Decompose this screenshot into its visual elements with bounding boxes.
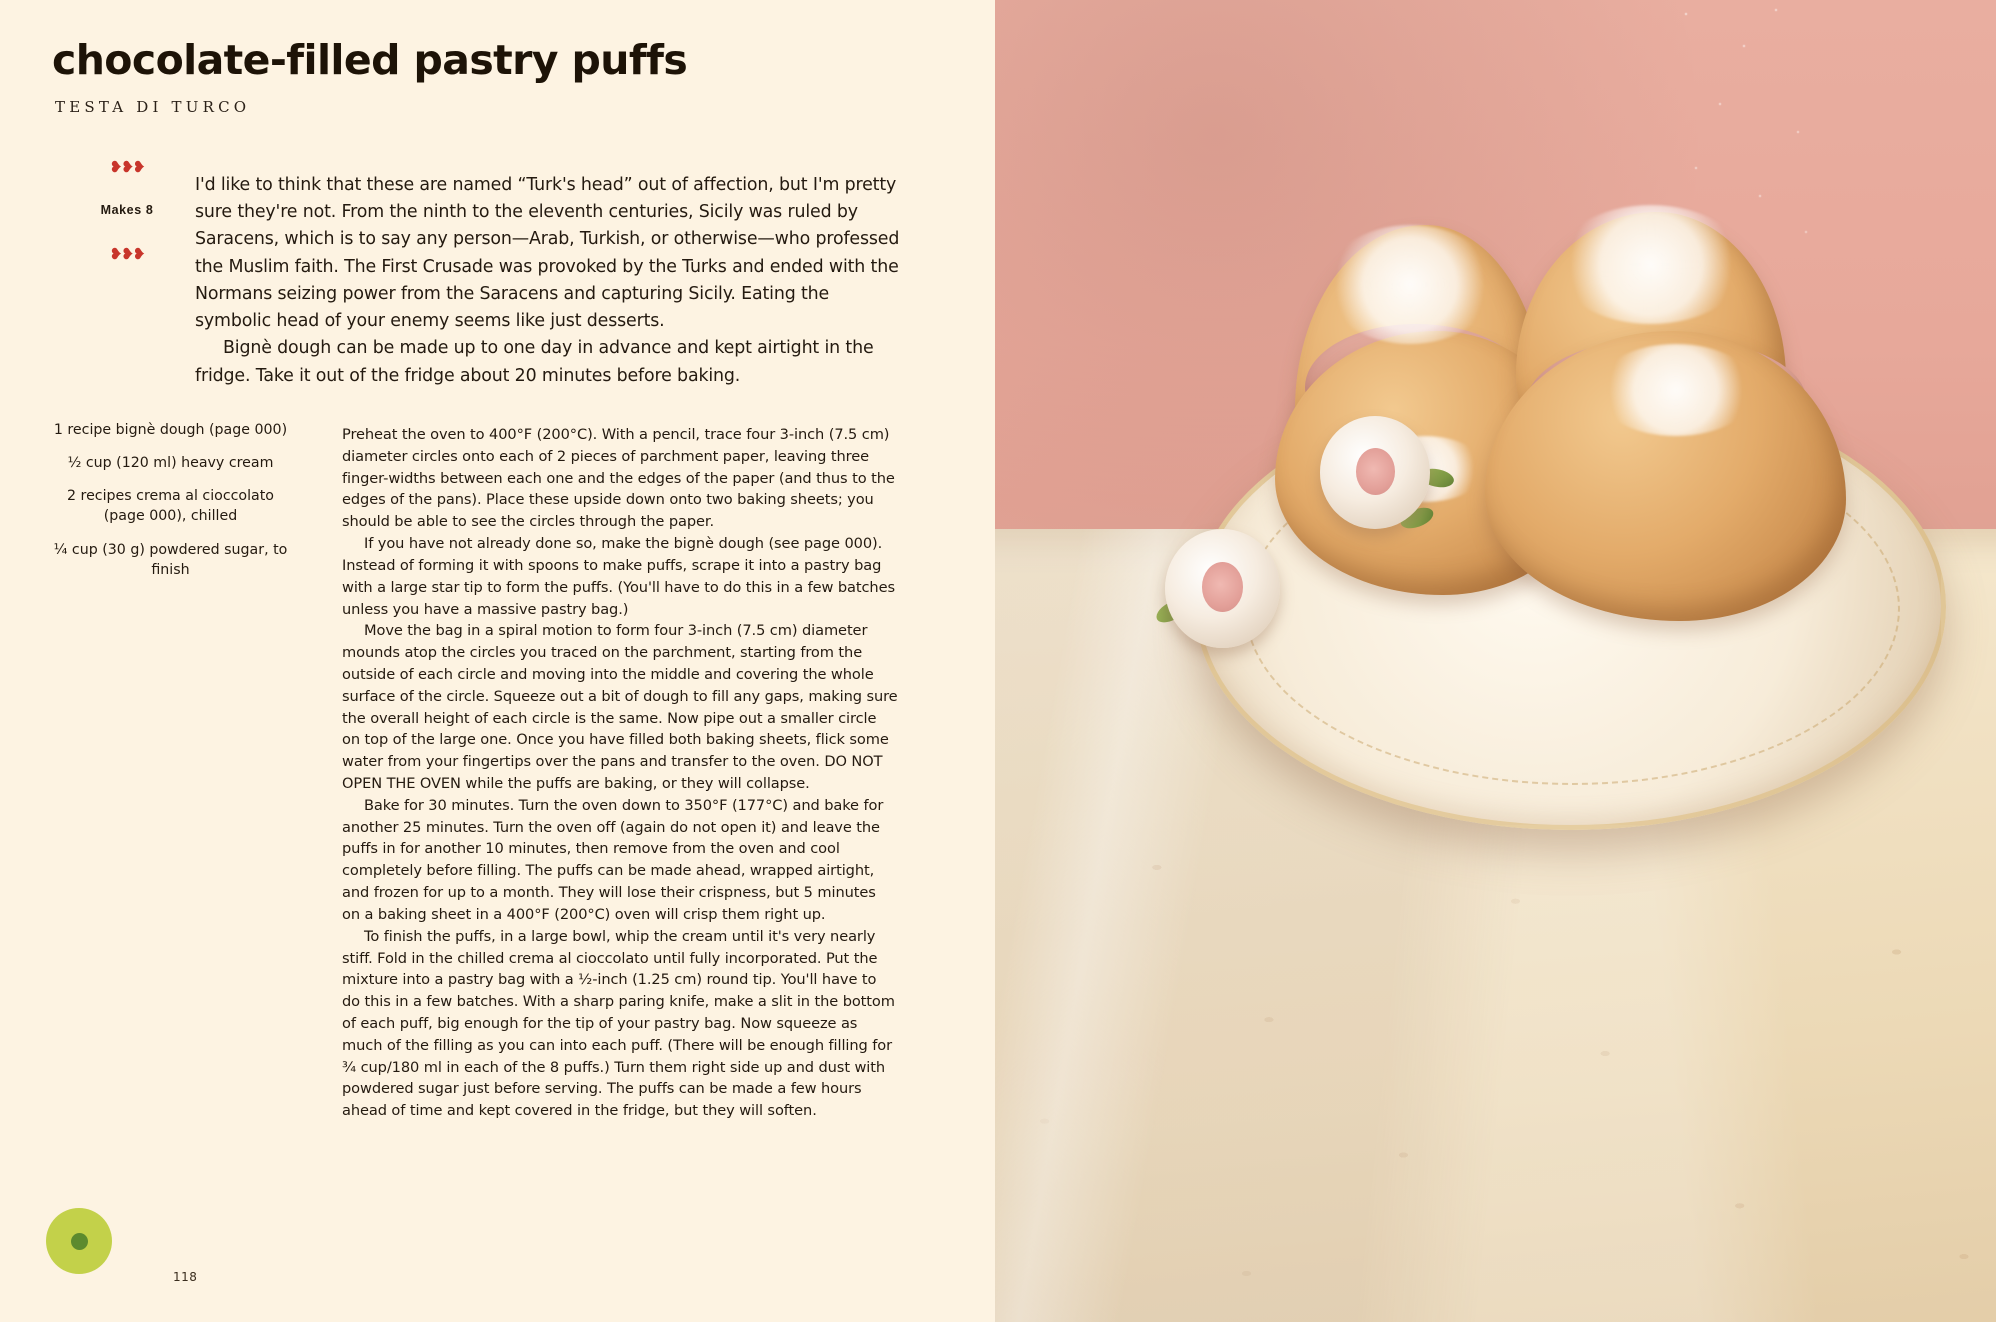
list-item: ¼ cup (30 g) powdered sugar, to finish xyxy=(53,541,288,578)
chapter-dot-badge xyxy=(46,1208,112,1274)
recipe-text-page xyxy=(0,0,995,1322)
food-photograph xyxy=(995,0,1996,1322)
list-item: ½ cup (120 ml) heavy cream xyxy=(67,455,274,472)
ceramic-rose xyxy=(1320,416,1430,528)
method-paragraph: To finish the puffs, in a large bowl, whip the cream until it's very nearly stiff. Fold in the chilled crema al cioccolato until fully incorporated. Put the mixture into a pastry bag with a ½-inch (1.25 cm) round tip. You'll have to do this in a few batches. With a sharp paring knife, make a slit in the bottom of each puff, big enough for the tip of your pastry bag. Now squeeze as much of the filling as you can into each puff. (There will be enough filling for ¾ cup/180 ml in each of the 8 puffs.) Turn them right side up and dust with powdered sugar just before serving. The puffs can be made a few hours ahead of time and kept covered in the fridge, but they will soften. xyxy=(342,927,895,1120)
ornament-top-icon: ❥❥❥ xyxy=(109,159,145,176)
powdered-sugar-dusting xyxy=(1325,225,1495,344)
list-item: 2 recipes crema al cioccolato (page 000), chilled xyxy=(67,488,274,525)
page-number: 118 xyxy=(173,1270,198,1284)
badge-inner-dot xyxy=(71,1233,88,1250)
rose-center xyxy=(1356,448,1396,495)
page-subtitle: TESTA DI TURCO xyxy=(55,98,251,116)
yield-label: Makes 8 xyxy=(100,203,154,217)
method-steps xyxy=(342,424,898,1122)
ornament-bottom-icon: ❥❥❥ xyxy=(109,246,145,263)
method-paragraph: If you have not already done so, make the bignè dough (see page 000). Instead of forming it with spoons to make puffs, scrape it into a pastry bag with a large star tip to form the puffs. (You'll have to do this in a few batches unless you have a massive pastry bag.) xyxy=(342,535,895,618)
method-paragraph: Preheat the oven to 400°F (200°C). With a pencil, trace four 3-inch (7.5 cm) diameter circles onto each of 2 pieces of parchment paper, leaving three finger-widths between each one and the edges of the paper (and thus to the edges of the pans). Place these upside down onto two baking sheets; you should be able to see the circles through the paper. xyxy=(342,426,895,531)
list-item: 1 recipe bignè dough (page 000) xyxy=(53,422,288,438)
headnote xyxy=(195,172,910,390)
method-paragraph: Move the bag in a spiral motion to form four 3-inch (7.5 cm) diameter mounds atop the circles you traced on the parchment, starting from the outside of each circle and moving into the middle and covering the whole surface of the circle. Squeeze out a bit of dough to fill any gaps, making sure the overall height of each circle is the same. Now pipe out a smaller circle on top of the large one. Once you have filled both baking sheets, flick some water from your fingertips over the pans and transfer to the oven. DO NOT OPEN THE OVEN while the puffs are baking, or they will collapse. xyxy=(342,622,898,792)
headnote-paragraph: I'd like to think that these are named “Turk's head” out of affection, but I'm pretty sure they're not. From the ninth to the eleventh centuries, Sicily was ruled by Saracens, which is to say any person—Arab, Turkish, or otherwise—who professed the Muslim faith. The First Crusade was provoked by the Turks and ended with the Normans seizing power from the Saracens and capturing Sicily. Eating the symbolic head of your enemy seems like just desserts. xyxy=(195,175,900,332)
method-paragraph: Bake for 30 minutes. Turn the oven down to 350°F (177°C) and bake for another 25 minutes. Turn the oven off (again do not open it) and leave the puffs in for another 10 minutes, then remove from the oven and cool completely before filling. The puffs can be made ahead, wrapped airtight, and frozen for up to a month. They will lose their crispness, but 5 minutes on a baking sheet in a 400°F (200°C) oven will crisp them right up. xyxy=(342,796,884,923)
ceramic-rose xyxy=(1165,529,1280,648)
headnote-paragraph: Bignè dough can be made up to one day in advance and kept airtight in the fridge. Take it out of the fridge about 20 minutes before baking. xyxy=(195,338,874,386)
ingredient-list xyxy=(48,420,293,593)
recipe-photo-page xyxy=(995,0,1996,1322)
powdered-sugar-dusting xyxy=(1556,205,1746,324)
powdered-sugar-dusting xyxy=(1596,344,1756,437)
page-title: chocolate-filled pastry puffs xyxy=(52,36,688,84)
yield-block xyxy=(72,160,182,262)
rose-center xyxy=(1202,562,1243,612)
